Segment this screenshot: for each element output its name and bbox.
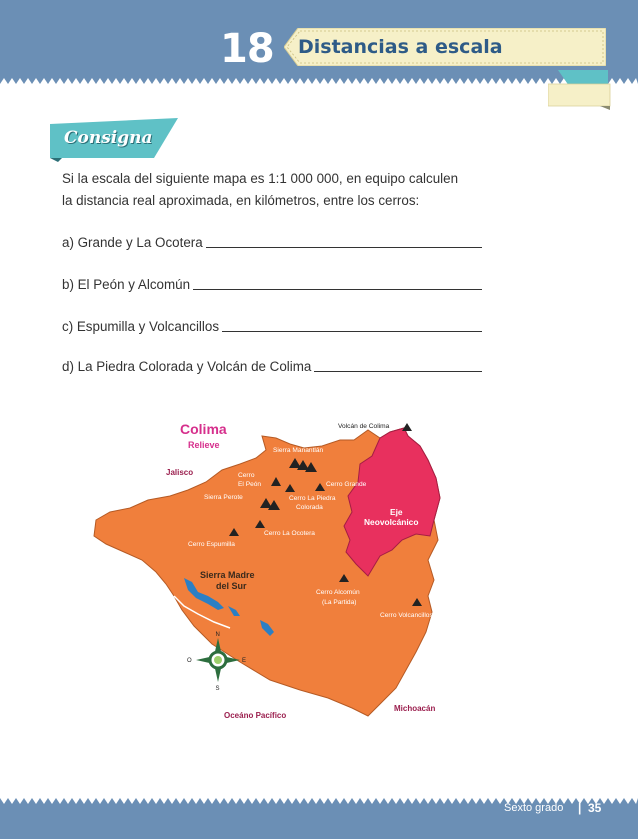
label-eje-1: Eje [390, 507, 403, 517]
label-oceano-pacifico: Oceáno Pacífico [224, 711, 287, 720]
instructions-line-1: Si la escala del siguiente mapa es 1:1 000 000, en equipo calculen [62, 171, 459, 186]
label-cerro-el-peon-2: El Peón [238, 481, 262, 488]
label-cerro-el-peon-1: Cerro [238, 472, 255, 479]
compass-s: S [215, 686, 220, 692]
instructions-line-2: la distancia real aproximada, en kilómetros, entre los cerros: [62, 193, 420, 208]
question-b-label: b) El Peón y Alcomún [62, 277, 191, 292]
label-sierra-manantlan: Sierra Manantlán [273, 447, 324, 454]
title-ribbon-tail [548, 66, 614, 110]
label-sierra-madre-1: Sierra Madre [200, 570, 255, 580]
header-zigzag-border [0, 78, 638, 92]
answer-line-d[interactable] [314, 357, 482, 372]
label-cerro-ocotera: Cerro La Ocotera [264, 530, 315, 537]
label-cerro-espumilla: Cerro Espumilla [188, 541, 235, 548]
label-cerro-piedra-1: Cerro La Piedra [289, 495, 336, 502]
map-title: Colima [180, 421, 227, 437]
label-cerro-piedra-2: Colorada [296, 504, 323, 511]
question-a-label: a) Grande y La Ocotera [62, 235, 203, 250]
page-number: 35 [588, 801, 602, 815]
footer-separator: | [578, 801, 582, 815]
label-sierra-perote: Sierra Perote [204, 494, 243, 501]
label-volcan-de-colima: Volcán de Colima [338, 423, 390, 430]
question-d-label: d) La Piedra Colorada y Volcán de Colima [62, 359, 312, 374]
label-jalisco: Jalisco [166, 468, 194, 477]
label-cerro-grande: Cerro Grande [326, 481, 367, 488]
answer-line-b[interactable] [193, 275, 482, 290]
answer-line-c[interactable] [222, 317, 482, 332]
question-b [62, 272, 482, 292]
compass-o: O [187, 658, 192, 664]
map-subtitle: Relieve [188, 440, 220, 450]
compass-e: E [242, 658, 247, 664]
question-c [62, 314, 482, 334]
label-cerro-alcomun-2: (La Partida) [322, 599, 357, 606]
label-sierra-madre-2: del Sur [216, 581, 247, 591]
label-cerro-alcomun-1: Cerro Alcomún [316, 589, 360, 596]
label-michoacan: Michoacán [394, 704, 436, 713]
mountain-icon-volcan [402, 423, 412, 431]
label-cerro-volcancillos: Cerro Volcancillos [380, 612, 433, 619]
compass-n: N [215, 632, 220, 638]
answer-line-a[interactable] [206, 233, 482, 248]
lesson-number: 18 [220, 26, 274, 72]
page-title: Distancias a escala [298, 36, 503, 58]
question-d [62, 354, 482, 374]
colima-relief-map [90, 400, 530, 730]
question-a [62, 230, 482, 250]
consigna-label: Consigna [64, 128, 153, 148]
instructions [62, 168, 482, 212]
question-c-label: c) Espumilla y Volcancillos [62, 319, 220, 334]
footer-grade: Sexto grado [504, 802, 564, 814]
label-eje-2: Neovolcánico [364, 517, 419, 527]
